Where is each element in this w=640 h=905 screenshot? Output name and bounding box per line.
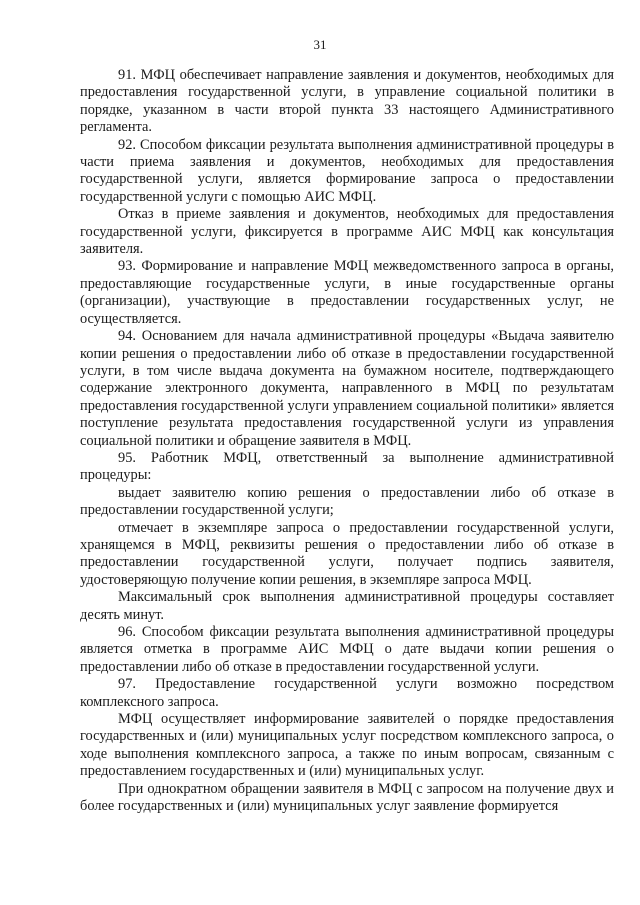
paragraph-95-item-issue: выдает заявителю копию решения о предоставлении либо об отказе в предоставлении государственной услуги;	[80, 484, 614, 519]
paragraph-95: 95. Работник МФЦ, ответственный за выполнение административной процедуры:	[80, 449, 614, 484]
paragraph-refusal-note: Отказ в приеме заявления и документов, необходимых для предоставления государственной услуги, фиксируется в программе АИС МФЦ как консультация заявителя.	[80, 206, 614, 258]
paragraph-94: 94. Основанием для начала административной процедуры «Выдача заявителю копии решения о предоставлении либо об отказе в предоставлении государственной услуги, в том числе выдача документа на бумажном носителе, подтверждающего содержание электронного документа, направленного в МФЦ по результатам предоставления государственной услуги управлением социальной политики» является поступление результата предоставления государственной услуги из управления социальной политики и обращение заявителя в МФЦ.	[80, 328, 614, 449]
paragraph-96: 96. Способом фиксации результата выполнения административной процедуры является отметка в программе АИС МФЦ о дате выдачи копии решения о предоставлении либо об отказе в предоставлении государственной услуги.	[80, 624, 614, 675]
paragraph-92: 92. Способом фиксации результата выполнения административной процедуры в части приема заявления и документов, необходимых для предоставления государственной услуги, является формирование запроса о предоставлении государственной услуги с помощью АИС МФЦ.	[80, 136, 614, 205]
page-number: 31	[313, 37, 327, 52]
paragraph-95-item-record: отмечает в экземпляре запроса о предоставлении государственной услуги, хранящемся в МФЦ, реквизиты решения о предоставлении либо об отказе в предоставлении государственной услуги, получает подпись заявителя, удостоверяющую получение копии решения, в экземпляре запроса МФЦ.	[80, 519, 614, 588]
paragraph-single-request: При однократном обращении заявителя в МФЦ с запросом на получение двух и более государственных и (или) муниципальных услуг заявление формируется	[80, 780, 614, 815]
paragraph-97: 97. Предоставление государственной услуги возможно посредством комплексного запроса.	[80, 676, 614, 710]
paragraph-91: 91. МФЦ обеспечивает направление заявления и документов, необходимых для предоставления государственной услуги, в управление социальной политики в порядке, указанном в части второй пункта 33 настоящего Административного регламента.	[80, 67, 614, 136]
paragraph-max-duration: Максимальный срок выполнения административной процедуры составляет десять минут.	[80, 589, 614, 623]
paragraph-informing: МФЦ осуществляет информирование заявителей о порядке предоставления государственных и (или) муниципальных услуг посредством комплексного запроса, о ходе выполнения комплексного запроса, а также по иным вопросам, связанным с предоставлением государственных и (или) муниципальных услуг.	[80, 711, 614, 780]
paragraph-93: 93. Формирование и направление МФЦ межведомственного запроса в органы, предоставляющие государственные услуги, в иные государственные органы (организации), участвующие в предоставлении государственных услуг, не осуществляется.	[80, 258, 614, 327]
document-body	[80, 67, 614, 815]
